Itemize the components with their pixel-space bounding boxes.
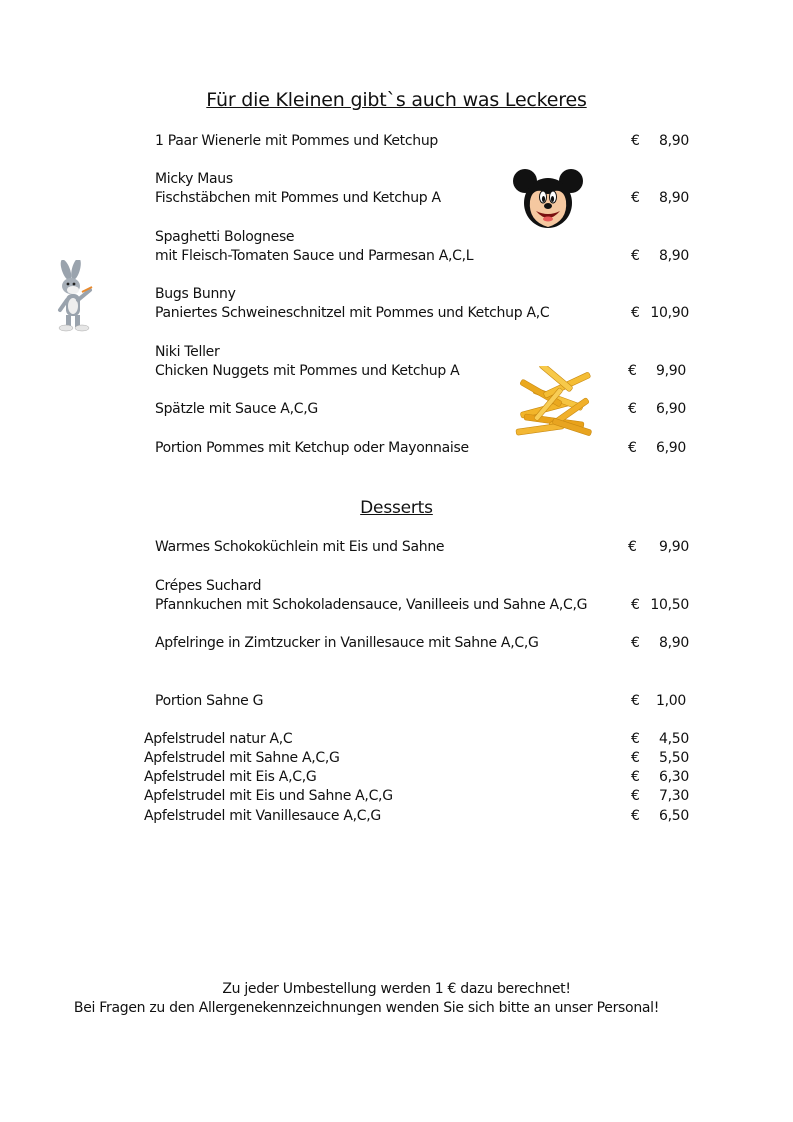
desserts-heading: Desserts <box>360 498 433 518</box>
menu-item-price: 6,90 <box>656 401 686 417</box>
menu-item-price: 10,90 <box>650 305 689 321</box>
menu-item-name: Spätzle mit Sauce A,C,G <box>155 401 318 417</box>
menu-item-price: 4,50 <box>659 731 689 747</box>
currency-symbol: € <box>631 635 640 651</box>
page-title: Für die Kleinen gibt`s auch was Leckeres <box>206 89 587 111</box>
currency-symbol: € <box>631 731 640 747</box>
menu-item-name: Portion Sahne G <box>155 693 264 709</box>
currency-symbol: € <box>631 305 640 321</box>
currency-symbol: € <box>631 248 640 264</box>
menu-item-price: 10,50 <box>650 597 689 613</box>
menu-item-description: Pfannkuchen mit Schokoladensauce, Vanilleeis und Sahne A,C,G <box>155 597 588 613</box>
menu-item-name: Apfelstrudel natur A,C <box>144 731 293 747</box>
menu-item-description: Paniertes Schweineschnitzel mit Pommes und Ketchup A,C <box>155 305 550 321</box>
menu-item-price: 6,90 <box>656 440 686 456</box>
menu-item-price: 8,90 <box>659 133 689 149</box>
french-fries-picture <box>512 366 600 442</box>
menu-item-price: 6,30 <box>659 769 689 785</box>
menu-item-description: mit Fleisch-Tomaten Sauce und Parmesan A,C,L <box>155 248 474 264</box>
menu-item-price: 7,30 <box>659 788 689 804</box>
currency-symbol: € <box>631 597 640 613</box>
currency-symbol: € <box>628 401 637 417</box>
currency-symbol: € <box>628 363 637 379</box>
currency-symbol: € <box>628 539 637 555</box>
currency-symbol: € <box>631 788 640 804</box>
menu-item-name: Crépes Suchard <box>155 578 262 594</box>
menu-item-price: 9,90 <box>656 363 686 379</box>
menu-item-name: Warmes Schokoküchlein mit Eis und Sahne <box>155 539 445 555</box>
currency-symbol: € <box>631 808 640 824</box>
currency-symbol: € <box>628 440 637 456</box>
menu-item-name: Apfelstrudel mit Eis A,C,G <box>144 769 317 785</box>
menu-item-name: 1 Paar Wienerle mit Pommes und Ketchup <box>155 133 438 149</box>
menu-item-price: 5,50 <box>659 750 689 766</box>
menu-item-name: Bugs Bunny <box>155 286 236 302</box>
currency-symbol: € <box>631 190 640 206</box>
menu-item-description: Chicken Nuggets mit Pommes und Ketchup A <box>155 363 460 379</box>
currency-symbol: € <box>631 769 640 785</box>
menu-item-name: Apfelstrudel mit Sahne A,C,G <box>144 750 340 766</box>
menu-item-name: Spaghetti Bolognese <box>155 229 295 245</box>
menu-item-price: 8,90 <box>659 248 689 264</box>
footer-note: Zu jeder Umbestellung werden 1 € dazu berechnet! <box>222 981 571 997</box>
menu-item-description: Fischstäbchen mit Pommes und Ketchup A <box>155 190 441 206</box>
menu-item-name: Micky Maus <box>155 171 233 187</box>
menu-item-name: Portion Pommes mit Ketchup oder Mayonnaise <box>155 440 469 456</box>
menu-item-price: 8,90 <box>659 635 689 651</box>
menu-item-price: 8,90 <box>659 190 689 206</box>
menu-item-name: Apfelstrudel mit Eis und Sahne A,C,G <box>144 788 393 804</box>
allergen-note: Bei Fragen zu den Allergenekennzeichnungen wenden Sie sich bitte an unser Personal! <box>73 1000 660 1016</box>
currency-symbol: € <box>631 693 640 709</box>
currency-symbol: € <box>631 133 640 149</box>
menu-item-name: Apfelringe in Zimtzucker in Vanillesauce mit Sahne A,C,G <box>155 635 539 651</box>
menu-item-price: 6,50 <box>659 808 689 824</box>
mickey-mouse-picture <box>512 167 584 231</box>
menu-item-price: 9,90 <box>659 539 689 555</box>
menu-item-name: Apfelstrudel mit Vanillesauce A,C,G <box>144 808 381 824</box>
menu-item-name: Niki Teller <box>155 344 220 360</box>
currency-symbol: € <box>631 750 640 766</box>
menu-item-price: 1,00 <box>656 693 686 709</box>
bugs-bunny-picture <box>52 260 100 332</box>
